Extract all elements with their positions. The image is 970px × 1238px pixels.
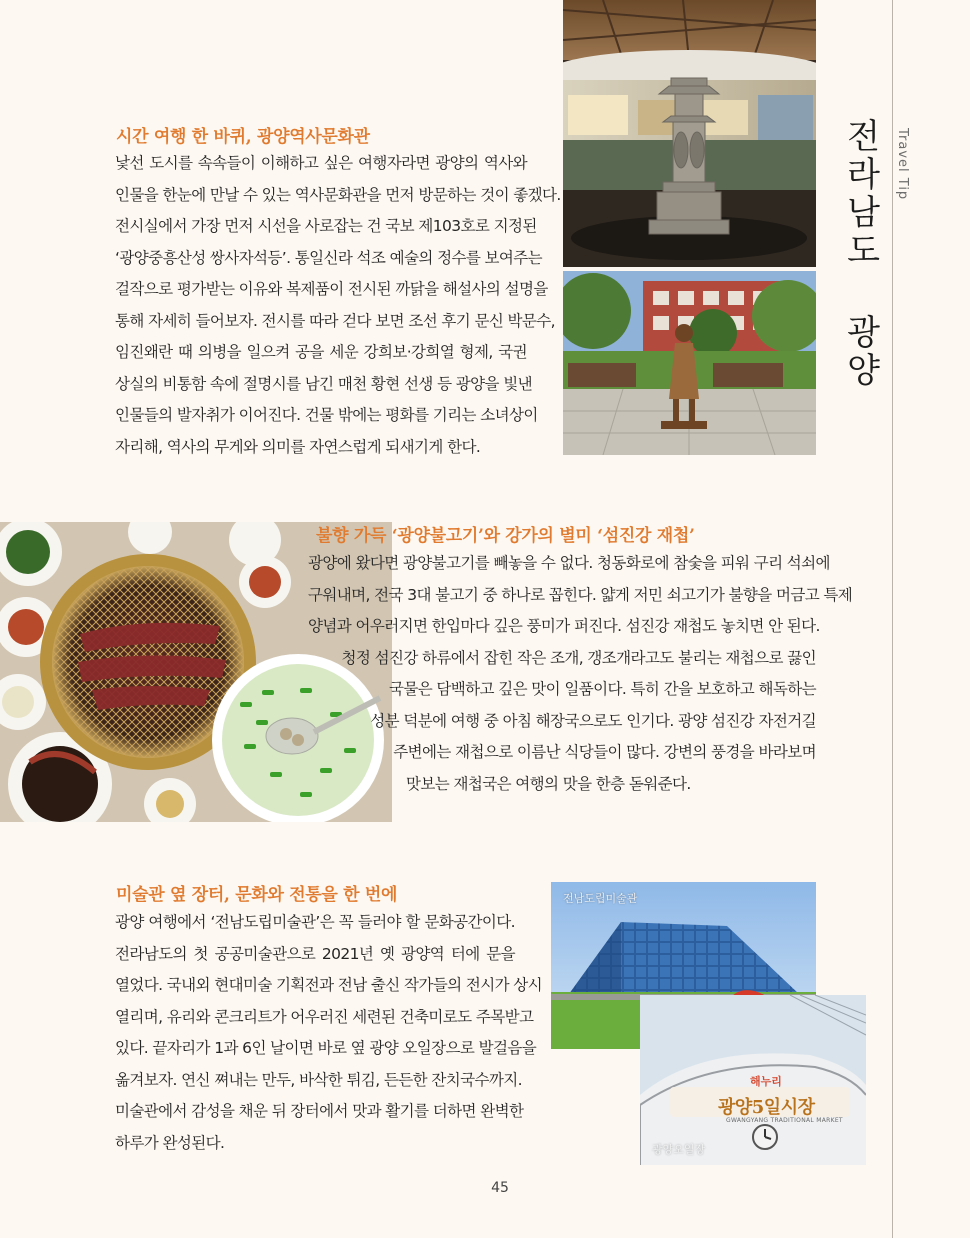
section3-line: 있다. 끝자리가 1과 6인 날이면 바로 옆 광양 오일장으로 발걸음을 xyxy=(115,1039,537,1057)
market-caption: 광양오일장 xyxy=(652,1143,706,1156)
travel-tip-label: Travel Tip xyxy=(895,128,910,201)
section1-line: 임진왜란 때 의병을 일으켜 공을 세운 강희보·강희열 형제, 국권 xyxy=(115,343,527,361)
section3-paragraph xyxy=(115,907,543,1159)
section1-line: 인물을 한눈에 만날 수 있는 역사문화관을 먼저 방문하는 것이 좋겠다. xyxy=(115,185,561,204)
section1-line: 통해 자세히 들어보자. 전시를 따라 걷다 보면 조선 후기 문신 박문수, xyxy=(115,311,555,330)
section3-line: 광양 여행에서 ‘전남도립미술관’은 꼭 들러야 할 문화공간이다. xyxy=(115,913,515,931)
side-divider xyxy=(892,0,893,1238)
section2-line: 양념과 어우러지면 한입마다 깊은 풍미가 퍼진다. 섬진강 재첩도 놓치면 안 된다. xyxy=(308,617,820,635)
section1-line: 전시실에서 가장 먼저 시선을 사로잡는 건 국보 제103호로 지정된 xyxy=(115,217,537,235)
market-photo xyxy=(640,995,866,1165)
section2-heading: 불향 가득 ‘광양불고기’와 강가의 별미 ‘섬진강 재첩’ xyxy=(316,526,695,546)
section1-line: 걸작으로 평가받는 이유와 복제품이 전시된 까닭을 해설사의 설명을 xyxy=(115,280,548,298)
girl-statue-photo xyxy=(563,271,816,455)
region-title: 전라남도 광양 xyxy=(840,118,880,390)
section2-paragraph xyxy=(308,548,853,800)
section2-line: 구워내며, 전국 3대 불고기 중 하나로 꼽힌다. 얇게 저민 쇠고기가 불향을 머금고 특제 xyxy=(308,585,853,604)
section1-line: 인물들의 발자취가 이어진다. 건물 밖에는 평화를 기리는 소녀상이 xyxy=(115,406,538,424)
section2-line: 광양에 왔다면 광양불고기를 빼놓을 수 없다. 청동화로에 참숯을 피워 구리 석쇠에 xyxy=(308,554,830,572)
section3-line: 미술관에서 감성을 채운 뒤 장터에서 맛과 활기를 더하면 완벽한 xyxy=(115,1102,524,1120)
section2-line: 성분 덕분에 여행 중 아침 해장국으로도 인기다. 광양 섬진강 자전거길 xyxy=(370,711,816,730)
section1-line: 낯선 도시를 속속들이 이해하고 싶은 여행자라면 광양의 역사와 xyxy=(115,154,527,172)
section3-line: 열리며, 유리와 콘크리트가 어우러진 세련된 건축미로도 주목받고 xyxy=(115,1007,534,1026)
market-sign-small: 해누리 xyxy=(750,1075,782,1088)
section2-line: 청정 섬진강 하류에서 잡힌 작은 조개, 갱조개라고도 불리는 재첩으로 끓인 xyxy=(341,648,816,667)
section2-line: 국물은 담백하고 깊은 맛이 일품이다. 특히 간을 보호하고 해독하는 xyxy=(388,680,816,698)
section3-line: 열었다. 국내외 현대미술 기획전과 전남 출신 작가들의 전시가 상시 xyxy=(115,976,543,994)
section1-heading: 시간 여행 한 바퀴, 광양역사문화관 xyxy=(116,127,370,147)
section3-heading: 미술관 옆 장터, 문화와 전통을 한 번에 xyxy=(116,885,398,905)
section1-line: 자리해, 역사의 무게와 의미를 자연스럽게 되새기게 한다. xyxy=(115,437,481,456)
section1-paragraph xyxy=(115,148,561,463)
museum-caption: 전남도립미술관 xyxy=(563,892,638,905)
market-sign-english: GWANGYANG TRADITIONAL MARKET xyxy=(726,1117,843,1124)
page-number: 45 xyxy=(491,1180,509,1196)
section1-line: 상실의 비통함 속에 절명시를 남긴 매천 황현 선생 등 광양을 빛낸 xyxy=(115,374,532,393)
section2-line: 맛보는 재첩국은 여행의 맛을 한층 돋워준다. xyxy=(406,774,691,793)
section3-line: 옮겨보자. 연신 쪄내는 만두, 바삭한 튀김, 든든한 잔치국수까지. xyxy=(115,1070,522,1089)
museum-interior-photo xyxy=(563,0,816,267)
section3-line: 하루가 완성된다. xyxy=(115,1133,225,1152)
section2-line: 주변에는 재첩으로 이름난 식당들이 많다. 강변의 풍경을 바라보며 xyxy=(393,743,816,761)
section1-line: ‘광양중흥산성 쌍사자석등’. 통일신라 석조 예술의 정수를 보여주는 xyxy=(115,248,543,267)
section3-line: 전라남도의 첫 공공미술관으로 2021년 옛 광양역 터에 문을 xyxy=(115,944,515,963)
market-sign: 광양5일시장 xyxy=(718,1097,815,1118)
